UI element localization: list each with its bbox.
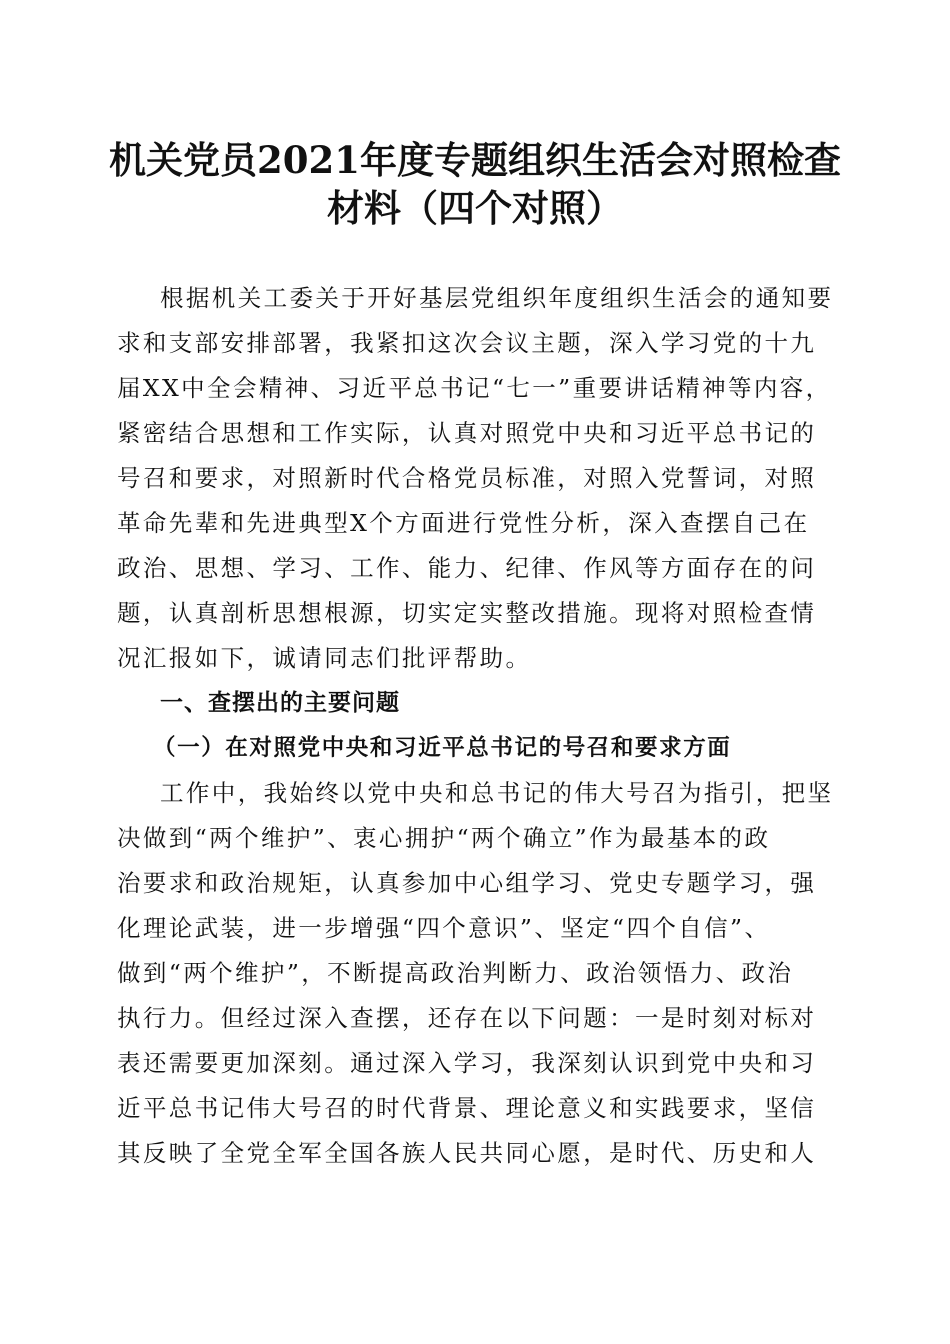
intro-line: 根据机关工委关于开好基层党组织年度组织生活会的通知要 bbox=[160, 284, 834, 312]
intro-line: 革命先辈和先进典型X个方面进行党性分析，深入查摆自己在 bbox=[117, 509, 810, 537]
body-line: 化理论武装，进一步增强“四个意识”、坚定“四个自信”、 bbox=[117, 914, 771, 942]
intro-line: 况汇报如下，诚请同志们批评帮助。 bbox=[117, 644, 532, 672]
document-title-line-1: 机关党员2021年度专题组织生活会对照检查 bbox=[109, 138, 841, 182]
body-line: 执行力。但经过深入查摆，还存在以下问题：一是时刻对标对 bbox=[117, 1004, 817, 1032]
subsection-heading: （一）在对照党中央和习近平总书记的号召和要求方面 bbox=[153, 735, 732, 761]
intro-line: 号召和要求，对照新时代合格党员标准，对照入党誓词，对照 bbox=[117, 464, 817, 492]
intro-line: 届XX中全会精神、习近平总书记“七一”重要讲话精神等内容， bbox=[117, 374, 832, 402]
section-heading: 一、查摆出的主要问题 bbox=[160, 690, 400, 716]
intro-line: 紧密结合思想和工作实际，认真对照党中央和习近平总书记的 bbox=[117, 419, 817, 447]
body-line: 工作中，我始终以党中央和总书记的伟大号召为指引，把坚 bbox=[160, 779, 834, 807]
body-line: 治要求和政治规矩，认真参加中心组学习、党史专题学习，强 bbox=[117, 869, 817, 897]
document-title-line-2: 材料（四个对照） bbox=[327, 186, 623, 230]
body-line: 决做到“两个维护”、衷心拥护“两个确立”作为最基本的政 bbox=[117, 824, 771, 852]
body-line: 其反映了全党全军全国各族人民共同心愿，是时代、历史和人 bbox=[117, 1139, 817, 1167]
body-line: 做到“两个维护”，不断提高政治判断力、政治领悟力、政治 bbox=[117, 959, 794, 987]
intro-line: 政治、思想、学习、工作、能力、纪律、作风等方面存在的问 bbox=[117, 554, 817, 582]
body-line: 近平总书记伟大号召的时代背景、理论意义和实践要求，坚信 bbox=[117, 1094, 817, 1122]
intro-line: 求和支部安排部署，我紧扣这次会议主题，深入学习党的十九 bbox=[117, 329, 817, 357]
body-line: 表还需要更加深刻。通过深入学习，我深刻认识到党中央和习 bbox=[117, 1049, 817, 1077]
intro-line: 题，认真剖析思想根源，切实定实整改措施。现将对照检查情 bbox=[117, 599, 817, 627]
